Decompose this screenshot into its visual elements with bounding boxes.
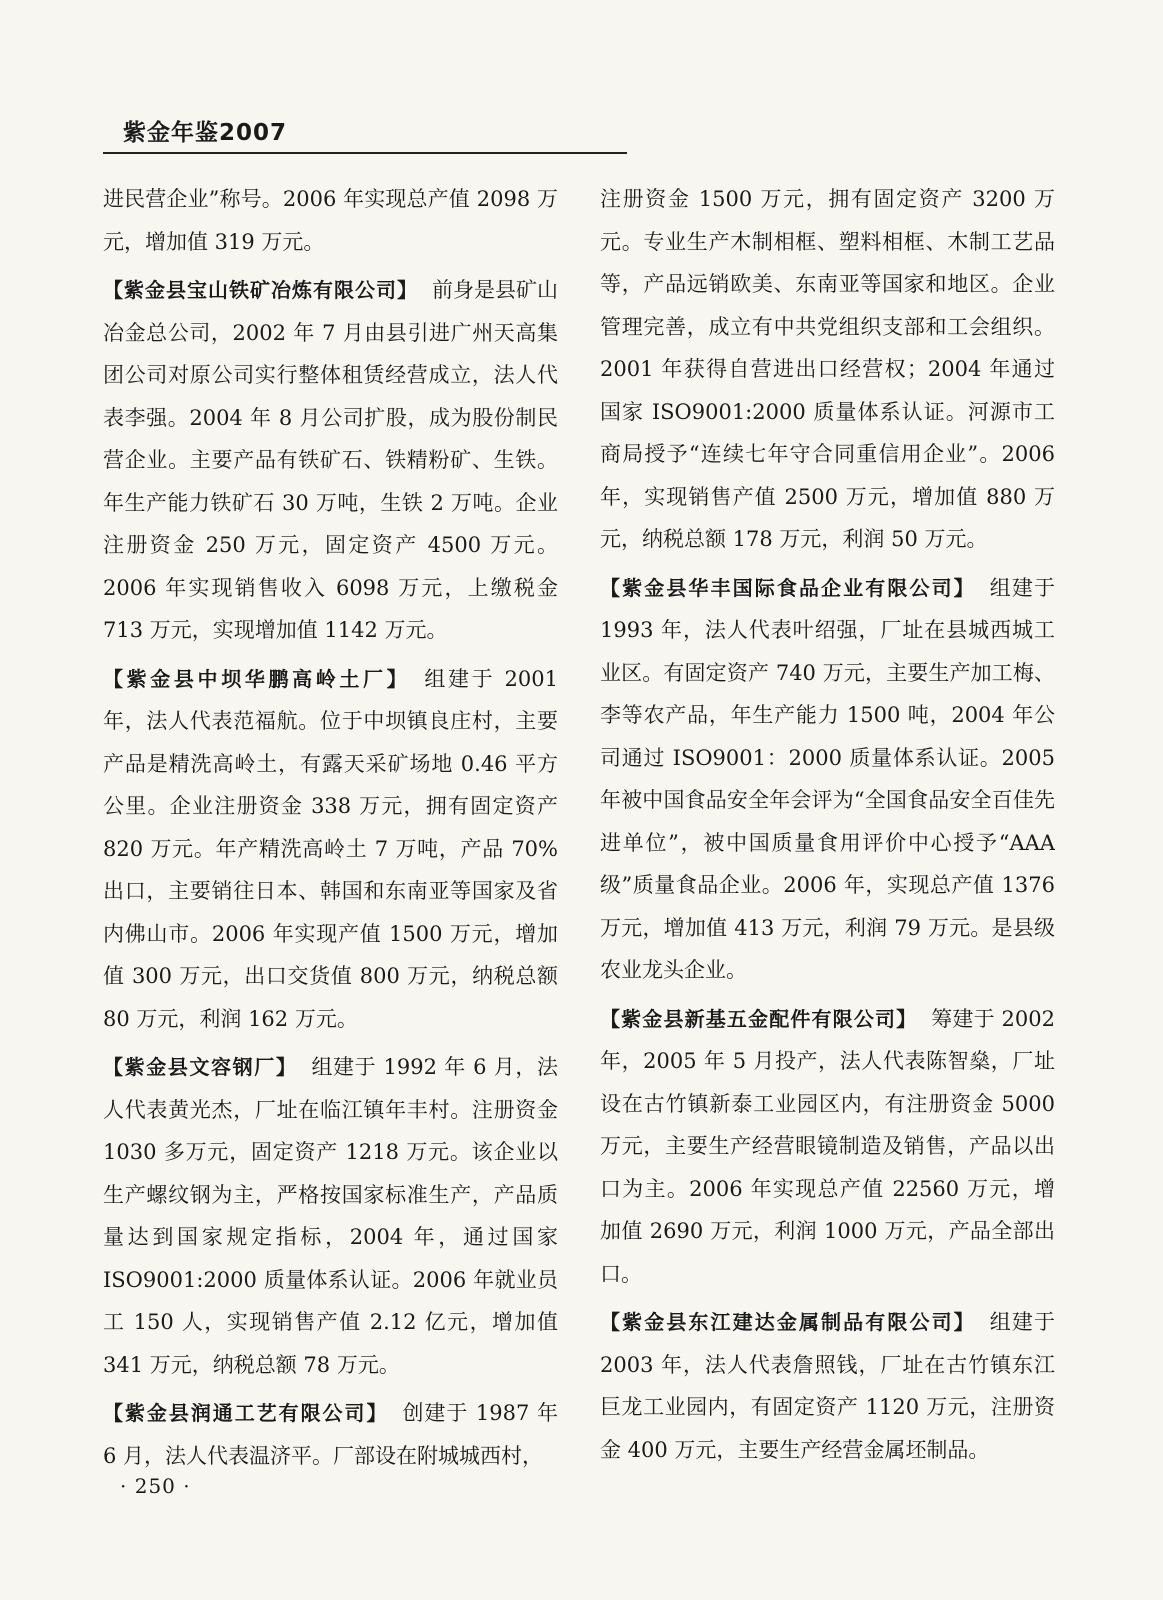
entry-paragraph [600, 1301, 1055, 1471]
entry-paragraph [103, 1046, 558, 1386]
entry-paragraph [103, 178, 558, 263]
entry-title: 【紫金县文容钢厂】 [103, 1055, 298, 1079]
entry-text: 筹建于 2002 年，2005 年 5 月投产，法人代表陈智燊，厂址设在古竹镇新泰工业园区内，有注册资金 5000 万元，主要生产经营眼镜制造及销售，产品以出口为主。2006 年实现总产值 22560 万元，增加值 2690 万元，利润 1000 万元，产品全部出口。 [600, 1006, 1055, 1286]
entry-text: 组建于 1993 年，法人代表叶绍强，厂址在县城西城工业区。有固定资产 740 万元，主要生产加工梅、李等农产品，年生产能力 1500 吨，2004 年公司通过 ISO9001：2000 质量体系认证。2005 年被中国食品安全年会评为“全国食品安全百佳先进单位”，被中国质量食用评价中心授予“AAA 级”质量食品企业。2006 年，实现总产值 1376 万元，增加值 413 万元，利润 79 万元。是县级农业龙头企业。 [600, 575, 1055, 982]
entry-title: 【紫金县华丰国际食品企业有限公司】 [600, 575, 976, 600]
entry-title: 【紫金县新基五金配件有限公司】 [600, 1006, 918, 1031]
entry-text: 组建于 1992 年 6 月，法人代表黄光杰，厂址在临江镇年丰村。注册资金 1030 多万元，固定资产 1218 万元。该企业以生产螺纹钢为主，严格按国家标准生产，产品质量达到国家规定指标，2004 年，通过国家 ISO9001:2000 质量体系认证。2006 年就业员工 150 人，实现销售产值 2.12 亿元，增加值 341 万元，纳税总额 78 万元。 [103, 1055, 558, 1377]
entry-title: 【紫金县润通工艺有限公司】 [103, 1401, 389, 1425]
left-column [103, 178, 558, 1490]
entry-title: 【紫金县宝山铁矿冶炼有限公司】 [103, 278, 418, 302]
entry-text: 组建于 2003 年，法人代表詹照钱，厂址在古竹镇东江巨龙工业园内，有固定资产 1120 万元，注册资金 400 万元，主要生产经营金属坯制品。 [600, 1310, 1055, 1462]
right-column [600, 178, 1055, 1490]
entry-text: 组建于 2001 年，法人代表范福航。位于中坝镇良庄村，主要产品是精洗高岭土，有露天采矿场地 0.46 平方公里。企业注册资金 338 万元，拥有固定资产 820 万元。年产精洗高岭土 7 万吨，产品 70%出口，主要销往日本、韩国和东南亚等国家及省内佛山市。2006 年实现产值 1500 万元，增加值 300 万元，出口交货值 800 万元，纳税总额 80 万元，利润 162 万元。 [103, 666, 558, 1031]
entry-paragraph [103, 658, 558, 1041]
entry-text: 前身是县矿山冶金总公司，2002 年 7 月由县引进广州天高集团公司对原公司实行整体租赁经营成立，法人代表李强。2004 年 8 月公司扩股，成为股份制民营企业。主要产品有铁矿石、铁精粉矿、生铁。年生产能力铁矿石 30 万吨，生铁 2 万吨。企业注册资金 250 万元，固定资产 4500 万元。2006 年实现销售收入 6098 万元，上缴税金 713 万元，实现增加值 1142 万元。 [103, 278, 558, 642]
entry-paragraph [103, 269, 558, 652]
entry-title: 【紫金县东江建达金属制品有限公司】 [600, 1310, 976, 1334]
header-rule [103, 152, 627, 154]
entry-text: 进民营企业”称号。2006 年实现总产值 2098 万元，增加值 319 万元。 [103, 187, 558, 254]
entry-paragraph [103, 1392, 558, 1477]
entry-paragraph [600, 998, 1055, 1296]
page-number: · 250 · [120, 1474, 191, 1498]
entry-title: 【紫金县中坝华鹏高岭土厂】 [103, 666, 411, 691]
entry-paragraph [600, 178, 1055, 561]
entry-text: 创建于 1987 年 6 月，法人代表温济平。厂部设在附城城西村， [103, 1401, 558, 1468]
entry-paragraph [600, 567, 1055, 992]
running-header: 紫金年鉴2007 [123, 120, 288, 146]
entry-text: 注册资金 1500 万元，拥有固定资产 3200 万元。专业生产木制相框、塑料相框、木制工艺品等，产品远销欧美、东南亚等国家和地区。企业管理完善，成立有中共党组织支部和工会组织。2001 年获得自营进出口经营权；2004 年通过国家 ISO9001:2000 质量体系认证。河源市工商局授予“连续七年守合同重信用企业”。2006 年，实现销售产值 2500 万元，增加值 880 万元，纳税总额 178 万元，利润 50 万元。 [600, 187, 1055, 551]
